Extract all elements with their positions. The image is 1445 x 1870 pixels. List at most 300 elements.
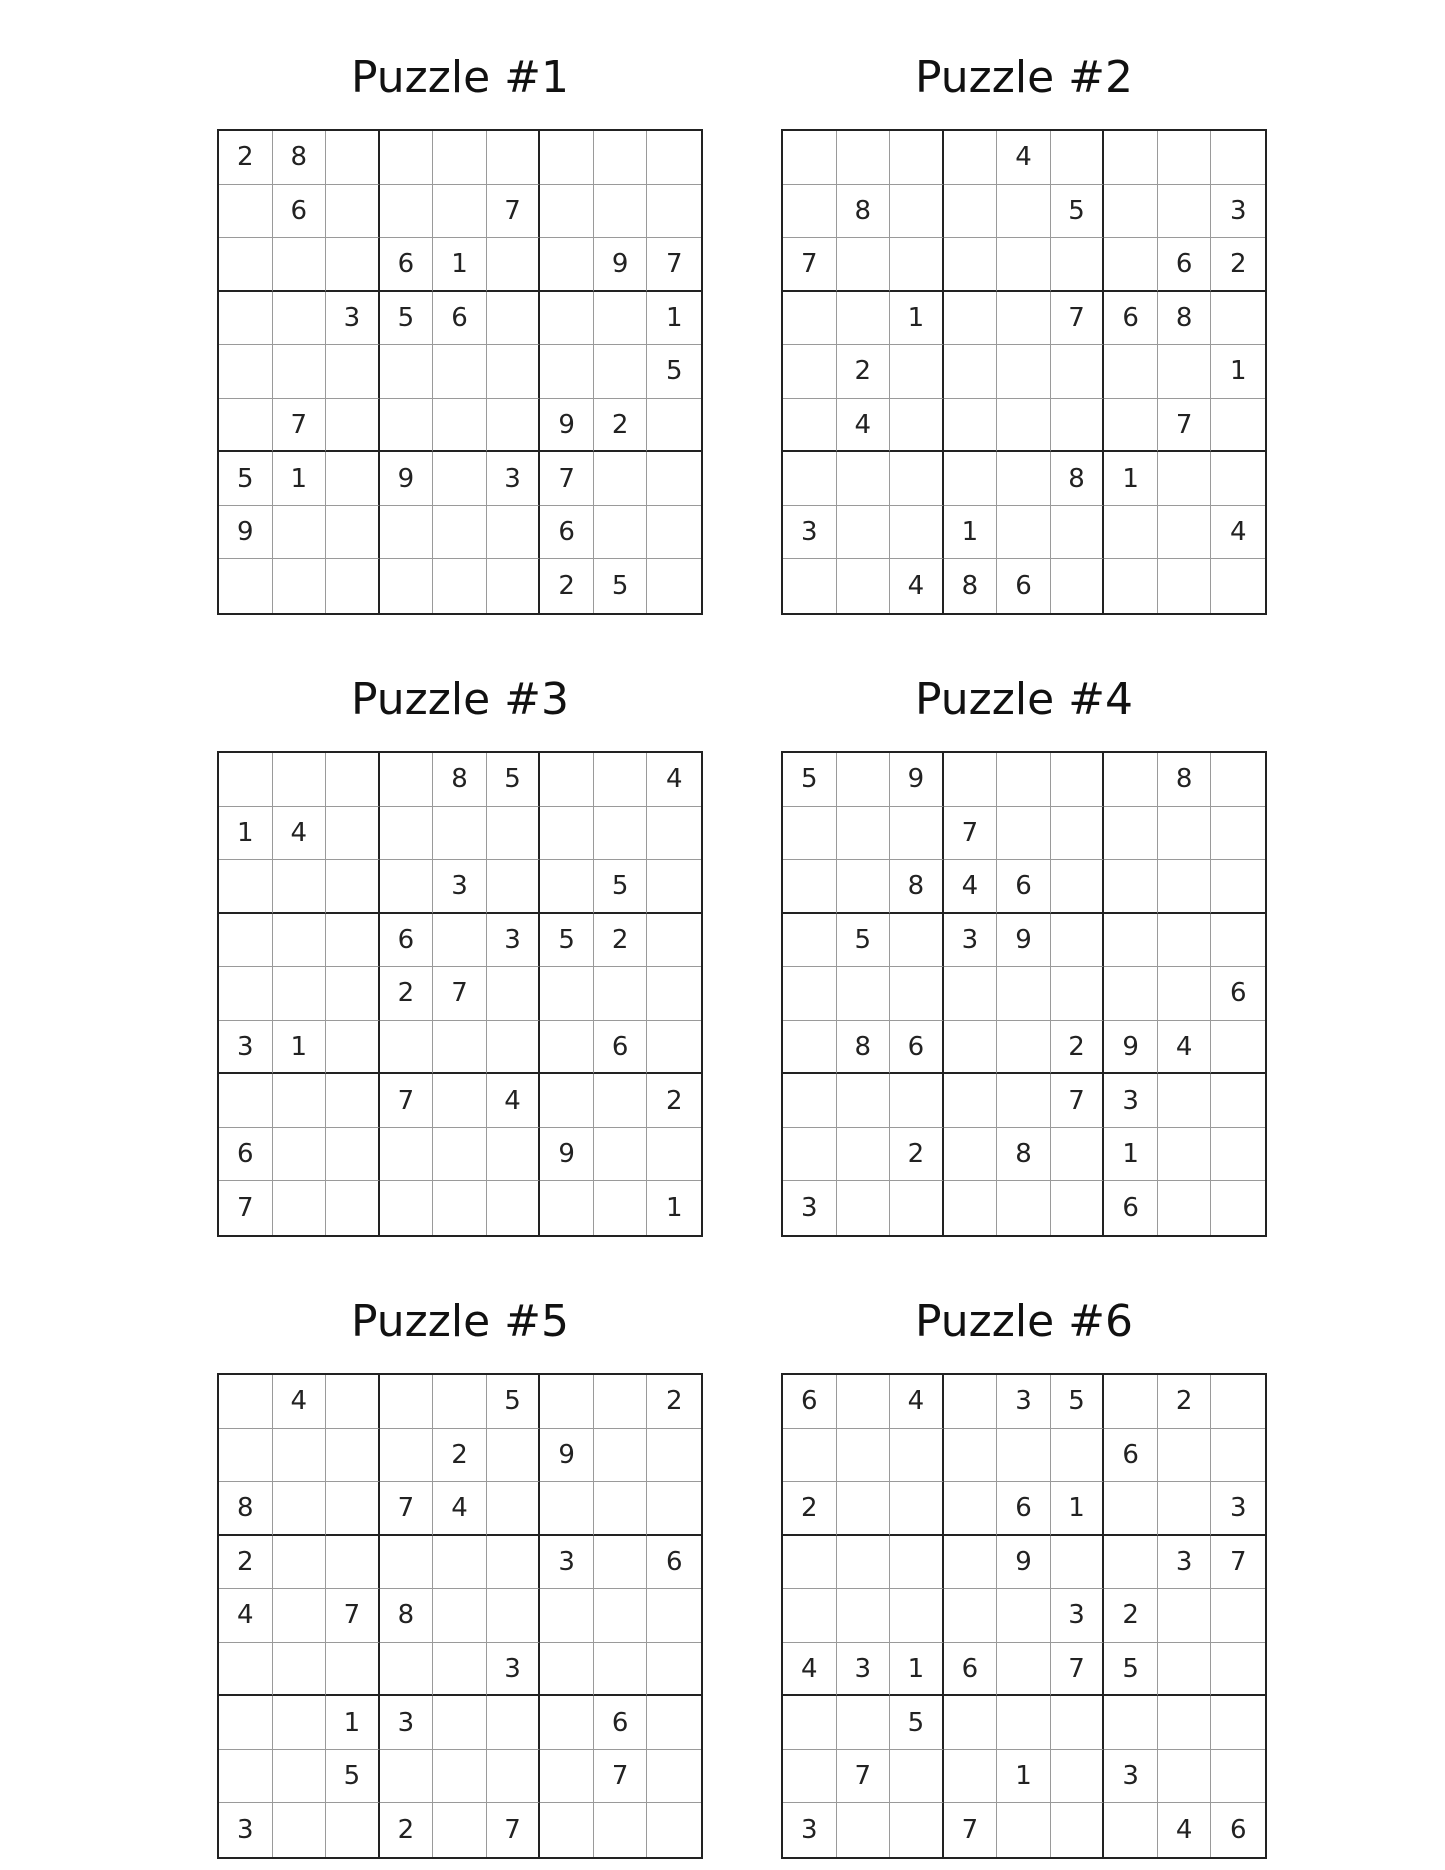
sudoku-cell: 6 (1104, 292, 1158, 346)
sudoku-cell (890, 1074, 944, 1128)
sudoku-cell (1158, 1589, 1212, 1643)
sudoku-cell: 2 (219, 1536, 273, 1590)
sudoku-cell (890, 238, 944, 292)
sudoku-cell: 2 (890, 1128, 944, 1182)
sudoku-cell: 4 (433, 1482, 487, 1536)
sudoku-cell (273, 292, 327, 346)
sudoku-cell (1158, 1128, 1212, 1182)
sudoku-cell (1051, 1696, 1105, 1750)
sudoku-cell (890, 1429, 944, 1483)
sudoku-cell: 6 (1158, 238, 1212, 292)
sudoku-cell (1051, 967, 1105, 1021)
sudoku-cell (890, 399, 944, 453)
sudoku-cell: 1 (665, 1193, 683, 1224)
sudoku-cell (1158, 185, 1212, 239)
sudoku-cell (380, 559, 434, 613)
sudoku-cell (647, 1482, 701, 1536)
sudoku-cell (219, 1375, 273, 1429)
sudoku-cell (380, 1750, 434, 1804)
sudoku-cell (487, 1021, 541, 1075)
sudoku-cell (647, 1021, 701, 1075)
sudoku-cell (433, 345, 487, 399)
sudoku-cell (540, 1643, 594, 1697)
sudoku-cell (433, 1074, 487, 1128)
sudoku-cell (1051, 1536, 1105, 1590)
sudoku-cell: 7 (380, 1074, 434, 1128)
sudoku-cell (1158, 1750, 1212, 1804)
sudoku-cell: 1 (890, 292, 944, 346)
sudoku-cell: 8 (1158, 292, 1212, 346)
sudoku-cell (944, 1750, 998, 1804)
sudoku-cell: 4 (1158, 1021, 1212, 1075)
sudoku-cell (540, 1074, 594, 1128)
sudoku-cell (380, 807, 434, 861)
puzzle-title: Puzzle #3 (351, 674, 569, 725)
sudoku-cell (380, 399, 434, 453)
puzzle-title: Puzzle #1 (351, 52, 569, 103)
sudoku-cell: 3 (783, 1181, 837, 1235)
sudoku-cell (997, 1429, 1051, 1483)
sudoku-cell (380, 1021, 434, 1075)
sudoku-cell: 9 (594, 238, 648, 292)
sudoku-cell (326, 345, 380, 399)
sudoku-cell (997, 452, 1051, 506)
sudoku-cell (997, 238, 1051, 292)
sudoku-cell (890, 131, 944, 185)
sudoku-cell (1104, 967, 1158, 1021)
sudoku-cell (647, 807, 701, 861)
sudoku-cell: 3 (1104, 1750, 1158, 1804)
sudoku-cell: 6 (997, 860, 1051, 914)
sudoku-cell (273, 238, 327, 292)
sudoku-cell (487, 1429, 541, 1483)
sudoku-cell (540, 1803, 594, 1857)
sudoku-cell: 3 (219, 1021, 273, 1075)
sudoku-cell (326, 506, 380, 560)
sudoku-cell (487, 1482, 541, 1536)
sudoku-cell (540, 345, 594, 399)
sudoku-cell (783, 1589, 837, 1643)
sudoku-cell (1211, 1429, 1265, 1483)
sudoku-cell: 1 (647, 292, 701, 346)
sudoku-cell: 4 (890, 559, 944, 613)
sudoku-cell: 3 (487, 914, 541, 968)
sudoku-cell: 2 (837, 345, 891, 399)
sudoku-cell: 3 (433, 860, 487, 914)
sudoku-cell (783, 1429, 837, 1483)
sudoku-cell (594, 452, 648, 506)
puzzle-6 (781, 1287, 1267, 1859)
sudoku-cell (944, 1181, 998, 1235)
sudoku-cell (890, 1750, 944, 1804)
sudoku-cell (219, 559, 273, 613)
sudoku-cell (1158, 1429, 1212, 1483)
sudoku-cell (487, 860, 541, 914)
sudoku-cell: 2 (433, 1429, 487, 1483)
sudoku-cell (273, 967, 327, 1021)
sudoku-cell: 6 (540, 506, 594, 560)
sudoku-cell (219, 967, 273, 1021)
sudoku-cell (594, 1643, 648, 1697)
sudoku-cell (540, 1696, 594, 1750)
sudoku-cell (837, 1128, 891, 1182)
sudoku-cell (380, 131, 434, 185)
sudoku-cell (380, 1128, 434, 1182)
sudoku-cell (380, 185, 434, 239)
sudoku-cell (433, 1375, 487, 1429)
sudoku-cell (944, 1482, 998, 1536)
sudoku-cell (219, 753, 273, 807)
sudoku-cell (326, 452, 380, 506)
sudoku-cell: 5 (1051, 1375, 1105, 1429)
sudoku-cell: 4 (219, 1589, 273, 1643)
sudoku-cell (326, 860, 380, 914)
sudoku-cell: 5 (594, 559, 648, 613)
puzzle-title: Puzzle #6 (915, 1296, 1133, 1347)
sudoku-cell: 5 (594, 860, 648, 914)
sudoku-cell (647, 1128, 701, 1182)
sudoku-cell (1104, 807, 1158, 861)
sudoku-cell: 2 (1158, 1375, 1212, 1429)
sudoku-cell (1158, 559, 1212, 613)
sudoku-cell: 5 (487, 1375, 541, 1429)
sudoku-cell: 6 (594, 1021, 648, 1075)
sudoku-cell: 4 (273, 1375, 327, 1429)
sudoku-cell (1104, 914, 1158, 968)
sudoku-cell: 3 (1104, 1074, 1158, 1128)
sudoku-cell: 8 (219, 1482, 273, 1536)
sudoku-cell (594, 345, 648, 399)
sudoku-cell (837, 452, 891, 506)
sudoku-cell (1104, 131, 1158, 185)
sudoku-cell (1211, 1128, 1265, 1182)
sudoku-cell (326, 1536, 380, 1590)
sudoku-cell (433, 1803, 487, 1857)
sudoku-cell: 1 (944, 506, 998, 560)
sudoku-cell (890, 967, 944, 1021)
sudoku-cell (1051, 399, 1105, 453)
sudoku-cell: 6 (1211, 967, 1265, 1021)
sudoku-cell: 7 (326, 1589, 380, 1643)
sudoku-cell (219, 1429, 273, 1483)
sudoku-cell (997, 399, 1051, 453)
sudoku-cell (326, 753, 380, 807)
sudoku-cell (326, 1021, 380, 1075)
sudoku-cell (487, 506, 541, 560)
sudoku-cell (273, 753, 327, 807)
sudoku-cell (433, 185, 487, 239)
sudoku-cell (219, 860, 273, 914)
puzzle-2 (781, 43, 1267, 615)
sudoku-cell: 6 (890, 1021, 944, 1075)
sudoku-cell (1211, 914, 1265, 968)
sudoku-cell (997, 292, 1051, 346)
sudoku-cell: 2 (1211, 238, 1265, 292)
sudoku-cell (594, 1482, 648, 1536)
sudoku-cell (433, 1181, 487, 1235)
sudoku-cell: 1 (1104, 1128, 1158, 1182)
sudoku-cell (594, 1589, 648, 1643)
sudoku-cell: 4 (997, 131, 1051, 185)
sudoku-cell (647, 1589, 701, 1643)
sudoku-cell (1104, 399, 1158, 453)
sudoku-cell (433, 1696, 487, 1750)
sudoku-cell (273, 506, 327, 560)
sudoku-cell (540, 1375, 594, 1429)
sudoku-cell: 9 (997, 1536, 1051, 1590)
sudoku-cell: 1 (326, 1696, 380, 1750)
sudoku-cell: 6 (1104, 1181, 1158, 1235)
sudoku-cell (944, 345, 998, 399)
sudoku-cell (594, 1803, 648, 1857)
sudoku-cell (380, 1536, 434, 1590)
sudoku-cell (326, 1482, 380, 1536)
sudoku-cell (540, 967, 594, 1021)
sudoku-cell (997, 1074, 1051, 1128)
sudoku-cell: 5 (540, 914, 594, 968)
sudoku-cell (380, 860, 434, 914)
sudoku-cell (997, 1589, 1051, 1643)
sudoku-cell (1051, 1750, 1105, 1804)
sudoku-cell (1158, 1181, 1212, 1235)
sudoku-cell: 2 (594, 914, 648, 968)
sudoku-cell (1051, 131, 1105, 185)
sudoku-cell (1211, 1750, 1265, 1804)
sudoku-cell (540, 1750, 594, 1804)
sudoku-cell (1104, 1482, 1158, 1536)
sudoku-cell (783, 914, 837, 968)
sudoku-cell (1104, 753, 1158, 807)
sudoku-cell (837, 506, 891, 560)
sudoku-cell (433, 807, 487, 861)
sudoku-cell: 4 (1158, 1803, 1212, 1857)
sudoku-cell: 7 (594, 1750, 648, 1804)
sudoku-cell (1158, 1696, 1212, 1750)
sudoku-cell (219, 914, 273, 968)
sudoku-cell: 2 (380, 1803, 434, 1857)
sudoku-cell (783, 452, 837, 506)
sudoku-cell (594, 1536, 648, 1590)
sudoku-cell (326, 185, 380, 239)
sudoku-cell (837, 753, 891, 807)
sudoku-cell (594, 807, 648, 861)
sudoku-cell: 9 (540, 1128, 594, 1182)
sudoku-cell (944, 1021, 998, 1075)
sudoku-cell: 5 (380, 292, 434, 346)
sudoku-cell (433, 914, 487, 968)
sudoku-cell (647, 860, 701, 914)
sudoku-cell: 1 (997, 1750, 1051, 1804)
sudoku-cell (273, 559, 327, 613)
sudoku-cell (997, 967, 1051, 1021)
sudoku-cell (594, 1128, 648, 1182)
sudoku-cell (433, 1128, 487, 1182)
puzzle-title: Puzzle #2 (915, 52, 1133, 103)
sudoku-cell: 7 (1211, 1536, 1265, 1590)
sudoku-cell (783, 292, 837, 346)
sudoku-cell: 7 (1051, 1074, 1105, 1128)
sudoku-cell (487, 399, 541, 453)
sudoku-cell: 4 (783, 1643, 837, 1697)
sudoku-cell (273, 1696, 327, 1750)
sudoku-cell (837, 967, 891, 1021)
sudoku-cell (997, 753, 1051, 807)
sudoku-cell (380, 1181, 434, 1235)
sudoku-cell: 8 (433, 753, 487, 807)
sudoku-cell (219, 1750, 273, 1804)
sudoku-cell (1211, 1643, 1265, 1697)
sudoku-cell: 7 (433, 967, 487, 1021)
sudoku-cell: 2 (1104, 1589, 1158, 1643)
sudoku-cell (273, 1589, 327, 1643)
sudoku-cell (540, 807, 594, 861)
sudoku-cell (380, 1375, 434, 1429)
sudoku-cell (997, 807, 1051, 861)
sudoku-cell (837, 1536, 891, 1590)
sudoku-cell: 8 (997, 1128, 1051, 1182)
sudoku-cell: 5 (487, 753, 541, 807)
sudoku-cell (1158, 452, 1212, 506)
sudoku-cell (783, 1021, 837, 1075)
sudoku-cell: 2 (540, 559, 594, 613)
sudoku-cell (433, 1750, 487, 1804)
sudoku-cell (783, 807, 837, 861)
sudoku-cell (326, 1375, 380, 1429)
sudoku-cell: 3 (540, 1536, 594, 1590)
sudoku-cell: 7 (837, 1750, 891, 1804)
sudoku-cell: 1 (219, 807, 273, 861)
sudoku-cell (273, 1536, 327, 1590)
sudoku-cell (487, 967, 541, 1021)
sudoku-cell (997, 1021, 1051, 1075)
sudoku-cell (487, 131, 541, 185)
sudoku-cell (594, 131, 648, 185)
sudoku-cell (647, 559, 701, 613)
sudoku-cell (890, 914, 944, 968)
sudoku-cell (837, 131, 891, 185)
sudoku-cell (273, 1128, 327, 1182)
sudoku-cell (487, 345, 541, 399)
sudoku-cell (837, 238, 891, 292)
sudoku-cell (1104, 860, 1158, 914)
sudoku-cell (647, 914, 701, 968)
sudoku-cell (487, 559, 541, 613)
sudoku-cell (219, 1643, 273, 1697)
puzzle-5 (217, 1287, 703, 1859)
sudoku-cell (1158, 807, 1212, 861)
sudoku-cell: 1 (1051, 1482, 1105, 1536)
sudoku-cell (273, 1803, 327, 1857)
sudoku-cell: 8 (837, 1021, 891, 1075)
sudoku-cell: 4 (487, 1074, 541, 1128)
sudoku-cell (273, 1482, 327, 1536)
sudoku-cell (647, 452, 701, 506)
sudoku-cell (997, 1696, 1051, 1750)
sudoku-cell: 5 (326, 1750, 380, 1804)
sudoku-cell: 2 (783, 1482, 837, 1536)
sudoku-cell (783, 860, 837, 914)
sudoku-cell (1051, 1181, 1105, 1235)
sudoku-cell (487, 292, 541, 346)
sudoku-cell (380, 1429, 434, 1483)
sudoku-cell: 7 (540, 452, 594, 506)
sudoku-cell (944, 452, 998, 506)
sudoku-cell: 6 (380, 238, 434, 292)
sudoku-cell: 7 (380, 1482, 434, 1536)
sudoku-cell: 4 (944, 860, 998, 914)
sudoku-cell: 8 (837, 185, 891, 239)
sudoku-cell (837, 1375, 891, 1429)
sudoku-cell (997, 185, 1051, 239)
sudoku-cell (1104, 1375, 1158, 1429)
sudoku-cell (944, 1375, 998, 1429)
sudoku-cell: 2 (647, 1375, 701, 1429)
sudoku-cell (837, 559, 891, 613)
sudoku-cell (1051, 753, 1105, 807)
sudoku-cell: 9 (219, 506, 273, 560)
sudoku-cell (273, 345, 327, 399)
sudoku-cell (1158, 914, 1212, 968)
sudoku-cell (326, 1643, 380, 1697)
sudoku-cell: 7 (487, 185, 541, 239)
sudoku-cell: 1 (273, 1021, 327, 1075)
sudoku-cell: 1 (1211, 345, 1265, 399)
sudoku-cell (837, 292, 891, 346)
sudoku-cell (1051, 807, 1105, 861)
sudoku-cell (1211, 807, 1265, 861)
sudoku-cell (1211, 1696, 1265, 1750)
sudoku-cell (326, 1429, 380, 1483)
sudoku-cell (1051, 506, 1105, 560)
sudoku-cell (837, 1074, 891, 1128)
sudoku-cell: 1 (890, 1643, 944, 1697)
sudoku-grid (781, 1373, 1267, 1859)
sudoku-cell: 2 (594, 399, 648, 453)
puzzle-4 (781, 665, 1267, 1237)
sudoku-cell (890, 1482, 944, 1536)
sudoku-cell: 7 (647, 238, 701, 292)
sudoku-cell (273, 1429, 327, 1483)
sudoku-cell (783, 1696, 837, 1750)
sudoku-cell (273, 914, 327, 968)
sudoku-cell (487, 1181, 541, 1235)
sudoku-cell (1211, 860, 1265, 914)
sudoku-cell (594, 1181, 648, 1235)
sudoku-cell (433, 1589, 487, 1643)
sudoku-cell: 8 (273, 131, 327, 185)
sudoku-cell (219, 238, 273, 292)
sudoku-cell (540, 131, 594, 185)
sudoku-cell (837, 1696, 891, 1750)
sudoku-cell (326, 1074, 380, 1128)
sudoku-cell: 3 (1211, 185, 1265, 239)
sudoku-cell (944, 1074, 998, 1128)
sudoku-cell: 4 (890, 1375, 944, 1429)
sudoku-cell (433, 1643, 487, 1697)
sudoku-cell (944, 753, 998, 807)
sudoku-cell (594, 1074, 648, 1128)
sudoku-cell: 7 (944, 1803, 998, 1857)
sudoku-cell (433, 506, 487, 560)
sudoku-cell: 2 (219, 131, 273, 185)
sudoku-cell (540, 1482, 594, 1536)
sudoku-cell (944, 131, 998, 185)
sudoku-cell (1051, 1803, 1105, 1857)
sudoku-cell (837, 1589, 891, 1643)
sudoku-cell: 3 (487, 1643, 541, 1697)
sudoku-grid (217, 751, 703, 1237)
sudoku-cell: 9 (540, 1429, 594, 1483)
